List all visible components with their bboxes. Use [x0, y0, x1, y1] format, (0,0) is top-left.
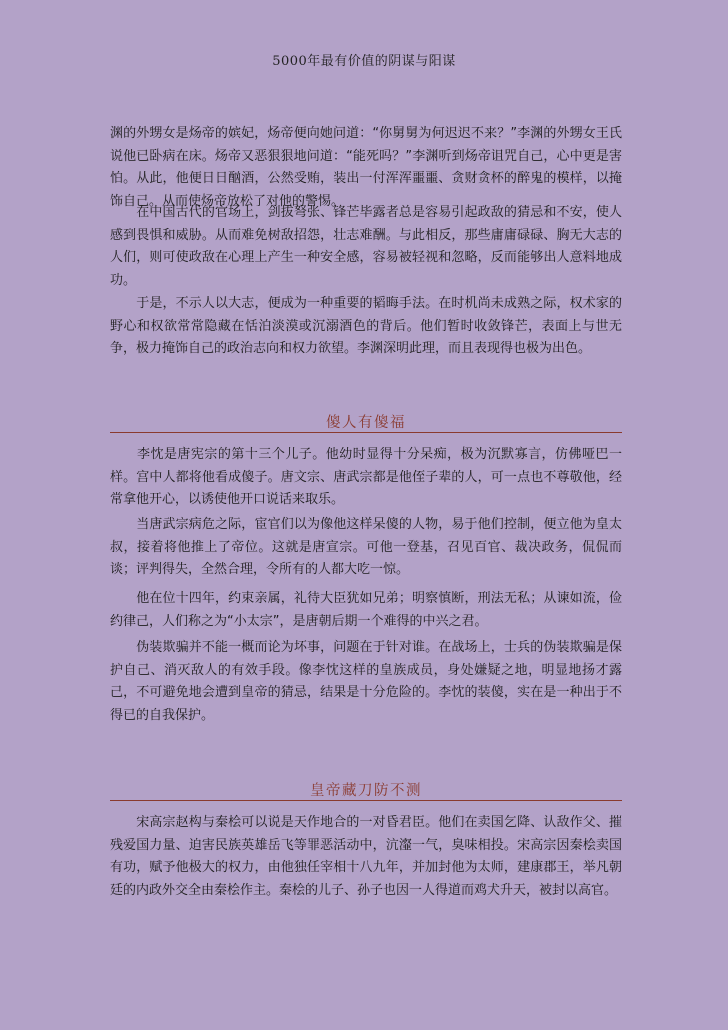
paragraph: 宋高宗赵构与秦桧可以说是天作地合的一对昏君臣。他们在卖国乞降、认敌作父、摧残爱国力量、迫害民族英雄岳飞等罪恶活动中，沆瀣一气，臭味相投。宋高宗因秦桧卖国有功，赋予他极大的权力，由他独任宰相十八九年，并加封他为太师，建康郡王，举凡朝廷的内政外交全由秦桧作主。秦桧的儿子、孙子也因一人得道而鸡犬升天，被封以高官。	[110, 815, 622, 898]
paragraph: 李忱是唐宪宗的第十三个儿子。他幼时显得十分呆痴，极为沉默寡言，仿佛哑巴一样。宫中人都将他看成傻子。唐文宗、唐武宗都是他侄子辈的人，可一点也不尊敬他，经常拿他开心，以诱使他开口说话来取乐。	[110, 447, 622, 507]
paragraph: 当唐武宗病危之际，宦官们以为像他这样呆傻的人物，易于他们控制，便立他为皇太叔，接着将他推上了帝位。这就是唐宣宗。可他一登基，召见百官、裁决政务，侃侃而谈；评判得失，全然合理，令所有的人都大吃一惊。	[110, 517, 622, 577]
page-header-title: 5000年最有价值的阴谋与阳谋	[272, 54, 456, 69]
section-title: 皇帝藏刀防不测	[310, 783, 422, 799]
paragraph: 他在位十四年，约束亲属，礼待大臣犹如兄弟；明察慎断，刑法无私；从谏如流，俭约律己，人们称之为“小太宗”，是唐朝后期一个难得的中兴之君。	[110, 591, 622, 629]
section-divider	[110, 432, 622, 433]
section-title: 傻人有傻福	[326, 415, 406, 431]
paragraph: 渊的外甥女是炀帝的嫔妃，炀帝便向她问道：“你舅舅为何迟迟不来？”李渊的外甥女王氏说他已卧病在床。炀帝又恶狠狠地问道：“能死吗？”李渊听到炀帝诅咒自己，心中更是害怕。从此，他便日日酗酒，公然受贿，装出一付浑浑噩噩、贪财贪杯的醉鬼的模样，以掩饰自己。从而使炀帝放松了对他的警惕。	[110, 126, 622, 209]
paragraph: 于是，不示人以大志，便成为一种重要的韬晦手法。在时机尚未成熟之际，权术家的野心和权欲常常隐藏在恬泊淡漠或沉溺酒色的背后。他们暂时收敛锋芒，表面上与世无争，极力掩饰自己的政治志向和权力欲望。李渊深明此理，而且表现得也极为出色。	[110, 296, 622, 356]
paragraph: 在中国古代的官场上，剑拔弩张、锋芒毕露者总是容易引起政敌的猜忌和不安，使人感到畏惧和威胁。从而难免树敌招怨，壮志难酬。与此相反，那些庸庸碌碌、胸无大志的人们，则可使政敌在心理上产生一种安全感，容易被轻视和忽略，反而能够出人意料地成功。	[110, 205, 622, 288]
section-divider	[110, 800, 622, 801]
paragraph: 伪装欺骗并不能一概而论为坏事，问题在于针对谁。在战场上，士兵的伪装欺骗是保护自己、消灭敌人的有效手段。像李忱这样的皇族成员，身处嫌疑之地，明显地扬才露己，不可避免地会遭到皇帝的猜忌，结果是十分危险的。李忱的装傻，实在是一种出于不得已的自我保护。	[110, 640, 622, 723]
